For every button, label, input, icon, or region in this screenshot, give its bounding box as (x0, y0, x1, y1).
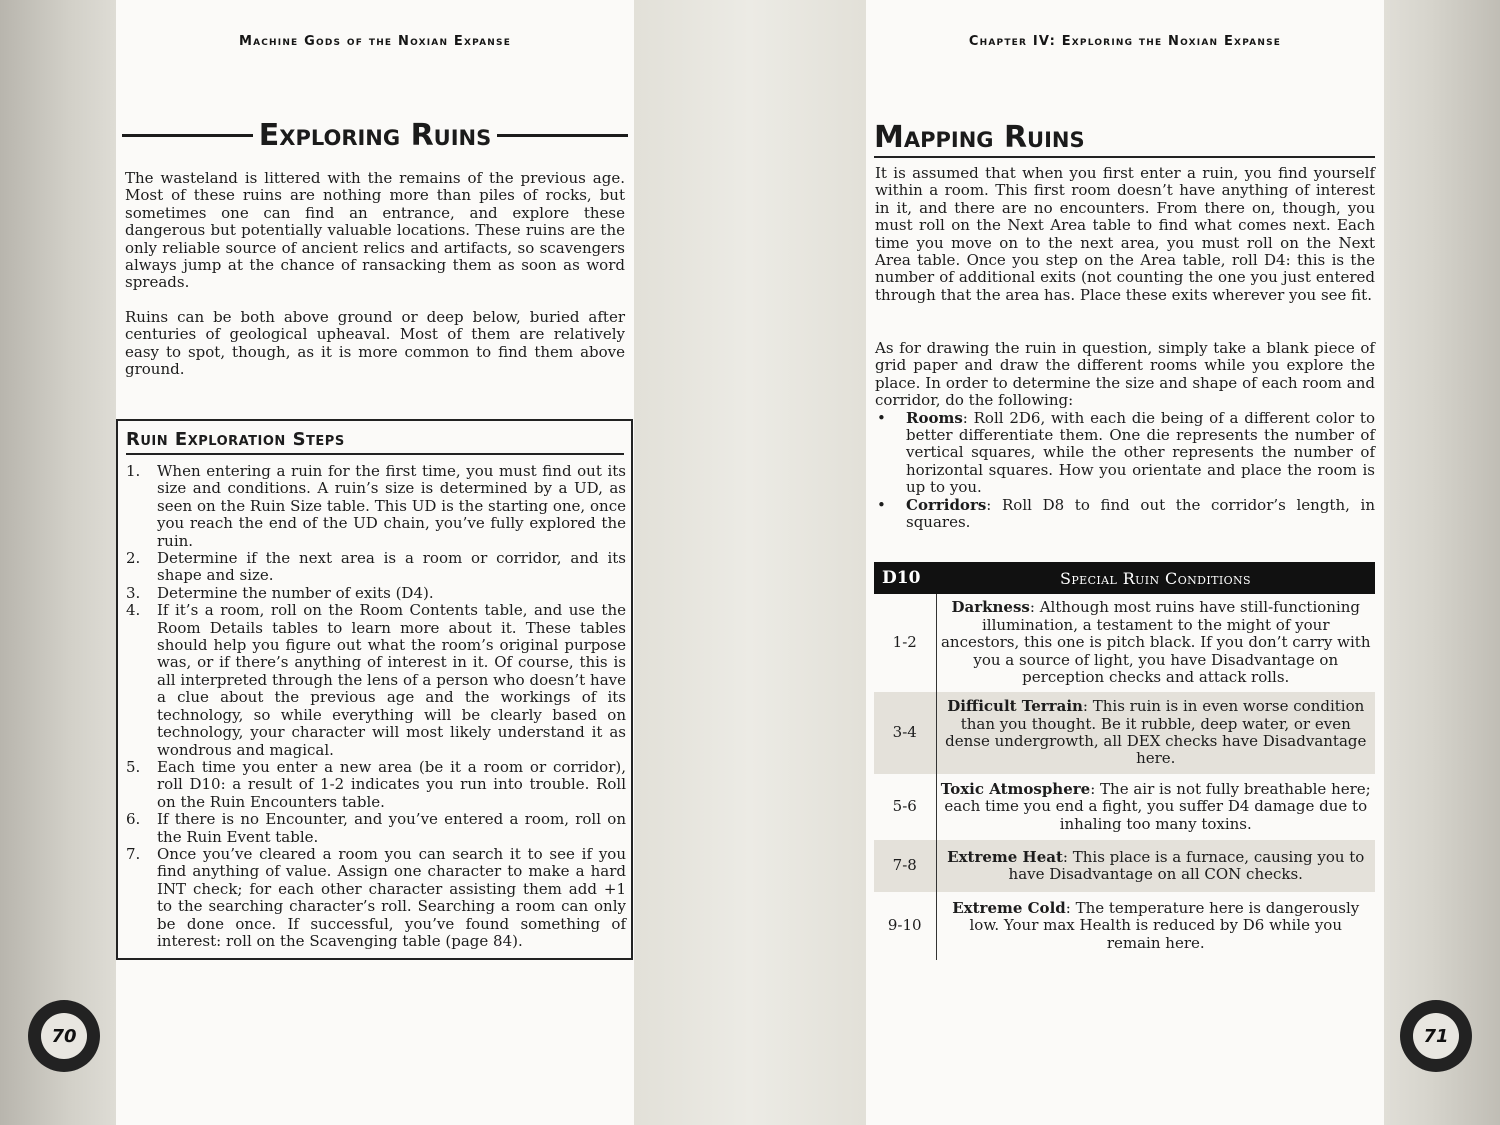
list-item (126, 759, 626, 811)
box-title: Ruin Exploration Steps (126, 429, 624, 455)
condition-cell (936, 840, 1375, 892)
bullet-icon: • (877, 495, 886, 514)
mapping-ruins-title: Mapping Ruins (874, 120, 1085, 155)
page-number-badge-right (1400, 1000, 1472, 1072)
header-title: Special Ruin Conditions (936, 562, 1375, 594)
list-item (875, 497, 1375, 532)
table-row (874, 774, 1375, 840)
step-text: Determine if the next area is a room or corridor, and its shape and size. (157, 549, 626, 585)
condition-cell (936, 594, 1375, 692)
list-item (126, 585, 626, 602)
intro-paragraph-2 (125, 309, 625, 379)
list-item (126, 602, 626, 759)
condition-text: : The air is not fully breathable here; each time you end a fight, you suffer D4 damage due to inhaling too many toxins. (944, 779, 1371, 833)
title-underline (874, 156, 1375, 158)
right-page-edge (1384, 0, 1500, 1125)
paragraph: The wasteland is littered with the remains of the previous age. Most of these ruins are nothing more than piles of rocks, but sometimes one can find an entrance, and explore these dangerous but potentially valuable locations. These ruins are the only reliable source of ancient relics and artifacts, so scavengers always jump at the chance of ransacking them as soon as word spreads. (125, 169, 625, 292)
step-number: 4. (126, 601, 141, 620)
heading-rule-left (122, 134, 253, 137)
paragraph: It is assumed that when you first enter a ruin, you find yourself within a room. This first room doesn’t have anything of interest in it, and there are no encounters. From there on, though, you must roll on the Next Area table to find what comes next. Each time you move on to the next area, you must roll on the Next Area table. Once you step on the Area table, roll D4: this is the number of additional exits (not counting the one you just entered through that the area has. Place these exits wherever you see fit. (875, 164, 1375, 304)
bullet-icon: • (877, 408, 886, 427)
step-number: 7. (126, 844, 141, 863)
step-number: 6. (126, 810, 141, 829)
roll-cell: 5-6 (874, 774, 936, 840)
ruin-exploration-steps-box (116, 419, 633, 960)
left-running-head: Machine Gods of the Noxian Expanse (238, 34, 512, 49)
table-row (874, 692, 1375, 774)
step-number: 5. (126, 757, 141, 776)
table-header-row (874, 562, 1375, 594)
step-number: 3. (126, 583, 141, 602)
steps-list (126, 463, 626, 950)
book-gutter (634, 0, 866, 1125)
condition-cell (936, 692, 1375, 774)
page-number-right: 71 (1413, 1013, 1459, 1059)
size-bullets (875, 410, 1375, 532)
exploring-ruins-title: Exploring Ruins (258, 118, 492, 153)
roll-cell: 3-4 (874, 692, 936, 774)
condition-term: Extreme Heat (947, 847, 1063, 866)
page-number-left: 70 (41, 1013, 87, 1059)
bullet-text: : Roll 2D6, with each die being of a different color to better differentiate them. One die represents the number of vertical squares, while the other represents the number of horizontal squares. How you orientate and place the room is up to you. (906, 408, 1375, 497)
right-page (866, 0, 1384, 1125)
header-die: D10 (874, 562, 936, 594)
condition-text: : This place is a furnace, causing you to have Disadvantage on all CON checks. (1008, 847, 1365, 883)
condition-term: Toxic Atmosphere (940, 779, 1091, 798)
step-text: When entering a ruin for the first time, you must find out its size and conditions. A ruin’s size is determined by a UD, as seen on the Ruin Size table. This UD is the starting one, once you reach the end of the UD chain, you’ve fully explored the ruin. (157, 462, 626, 550)
roll-cell: 1-2 (874, 594, 936, 692)
step-text: Once you’ve cleared a room you can search it to see if you find anything of value. Assign one character to make a hard INT check; for each other character assisting them add +1 to the searching character’s roll. Searching a room can only be done once. If successful, you’ve found something of interest: roll on the Scavenging table (page 84). (157, 844, 626, 950)
special-ruin-conditions-table (874, 562, 1375, 960)
condition-text: : This ruin is in even worse condition than you thought. Be it rubble, deep water, or even dense undergrowth, all DEX checks have Disadvantage here. (945, 697, 1367, 768)
condition-term: Extreme Cold (952, 898, 1066, 917)
mapping-paragraph-2 (875, 340, 1375, 531)
roll-cell: 7-8 (874, 840, 936, 892)
left-page-edge (0, 0, 116, 1125)
list-item (875, 410, 1375, 497)
list-item (126, 463, 626, 550)
heading-rule-right (497, 134, 628, 137)
step-number: 2. (126, 549, 141, 568)
condition-cell (936, 774, 1375, 840)
step-text: If it’s a room, roll on the Room Contents table, and use the Room Details tables to learn more about it. These tables should help you figure out what the room’s original purpose was, or if there’s anything of interest in it. Of course, this is all interpreted through the lens of a person who doesn’t have a clue about the previous age and the workings of its technology, so while everything will be clearly based on technology, your character will most likely understand it as wondrous and magical. (157, 601, 626, 759)
step-text: Each time you enter a new area (be it a room or corridor), roll D10: a result of 1-2 indicates you run into trouble. Roll on the Ruin Encounters table. (157, 757, 626, 811)
step-text: Determine the number of exits (D4). (157, 583, 434, 602)
paragraph: Ruins can be both above ground or deep below, buried after centuries of geological upheaval. Most of them are relatively easy to spot, though, as it is more common to find them above ground. (125, 308, 625, 379)
condition-term: Difficult Terrain (947, 697, 1083, 716)
paragraph: As for drawing the ruin in question, simply take a blank piece of grid paper and draw the different rooms while you explore the place. In order to determine the size and shape of each room and corridor, do the following: (875, 339, 1375, 410)
mapping-paragraph-1 (875, 165, 1375, 304)
step-text: If there is no Encounter, and you’ve entered a room, roll on the Ruin Event table. (157, 810, 626, 846)
bullet-text: : Roll D8 to find out the corridor’s length, in squares. (906, 495, 1375, 532)
right-running-head: Chapter IV: Exploring the Noxian Expanse (968, 34, 1282, 49)
step-number: 1. (126, 462, 141, 480)
table-row (874, 594, 1375, 692)
condition-cell (936, 892, 1375, 960)
page-number-badge-left (28, 1000, 100, 1072)
list-item (126, 846, 626, 950)
intro-paragraph-1 (125, 170, 625, 292)
bullet-term: Rooms (906, 408, 963, 427)
bullet-term: Corridors (906, 495, 987, 514)
condition-text: : Although most ruins have still-functioning illumination, a testament to the might of your ancestors, this one is pitch black. If you don’t carry with you a source of light, you have Disadvantage on perception checks and attack rolls. (940, 598, 1371, 687)
list-item (126, 550, 626, 585)
condition-term: Darkness (951, 598, 1030, 617)
list-item (126, 811, 626, 846)
table-row (874, 892, 1375, 960)
left-page (116, 0, 634, 1125)
roll-cell: 9-10 (874, 892, 936, 960)
exploring-ruins-heading (122, 118, 628, 153)
condition-text: : The temperature here is dangerously low. Your max Health is reduced by D6 while you remain here. (969, 898, 1360, 952)
table-row (874, 840, 1375, 892)
